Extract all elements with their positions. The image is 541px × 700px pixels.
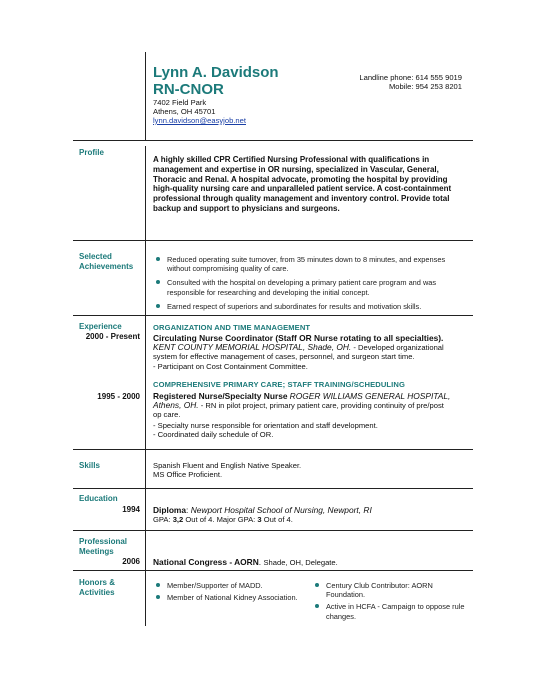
gpa-mid: Out of 4. Major GPA: — [183, 515, 258, 524]
job-dates: 2000 - Present — [85, 332, 140, 341]
achievements-label-line1: Selected — [79, 252, 112, 261]
achievements-label-line2: Achievements — [79, 262, 134, 271]
gpa-prefix: GPA: — [153, 515, 173, 524]
achievement-item: Consulted with the hospital on developing a primary patient care program and was responsible for researching and developing the initial concept. — [153, 278, 468, 296]
major-gpa-value: 3 — [257, 515, 262, 524]
honors-label-line2: Activities — [79, 588, 115, 597]
mobile-phone: Mobile: 954 253 8201 — [388, 82, 462, 91]
education-divider — [73, 530, 473, 531]
skill-item: MS Office Proficient. — [153, 470, 223, 479]
achievement-item: Earned respect of superiors and subordinates for results and motivation skills. — [153, 302, 468, 311]
body-vertical-rule — [145, 146, 146, 626]
meetings-label-line2: Meetings — [79, 547, 114, 556]
job-heading: ORGANIZATION AND TIME MANAGEMENT — [153, 323, 311, 332]
achievements-list — [153, 255, 468, 316]
education-degree: Diploma — [153, 505, 187, 515]
job-heading: COMPREHENSIVE PRIMARY CARE; STAFF TRAINING/SCHEDULING — [153, 380, 405, 389]
meeting-line: National Congress - AORN. Shade, OH, Delegate. — [153, 557, 338, 567]
profile-summary: A highly skilled CPR Certified Nursing Professional with qualifications in management and expertise in OR nursing, specialized in Vascular, General, Thoracic and Renal. A hospital advocate, promoting the hospital by providing high-quality nursing care and unparalleled patient service. A cost-containment professional through quality management and inventory control. Provide total backup and support to physicians and surgeons. — [153, 155, 452, 213]
address-street: 7402 Field Park — [153, 98, 207, 107]
education-year: 1994 — [122, 505, 140, 514]
achievement-item: Reduced operating suite turnover, from 35 minutes down to 8 minutes, and expenses without compromising quality of care. — [153, 255, 468, 273]
gpa-suffix: Out of 4. — [261, 515, 293, 524]
honor-item: Member/Supporter of MADD. — [153, 581, 303, 590]
skill-item: Spanish Fluent and English Native Speaker. — [153, 461, 302, 470]
landline-phone: Landline phone: 614 555 9019 — [359, 73, 462, 82]
honors-list-right — [312, 581, 467, 624]
skills-divider — [73, 488, 473, 489]
honors-list-left — [153, 581, 303, 605]
job-description — [153, 392, 453, 420]
job-title: Circulating Nurse Coordinator (Staff OR Nurse rotating to all specialties). — [153, 333, 444, 343]
address-city: Athens, OH 45701 — [153, 107, 216, 116]
job-line: - Coordinated daily schedule of OR. — [153, 430, 274, 439]
education-school: Newport Hospital School of Nursing, Newport, RI — [190, 505, 372, 515]
job-desc-text: - Developed organizational system for effective management of cases, personnel, and surgeon start time. — [153, 343, 444, 362]
education-label: Education — [79, 494, 118, 503]
experience-divider — [73, 449, 473, 450]
skills-label: Skills — [79, 461, 100, 470]
experience-label: Experience — [79, 322, 122, 331]
candidate-credential: RN-CNOR — [153, 81, 224, 98]
job-desc-text: - RN in pilot project, primary patient care, providing continuity of pre/post op care. — [153, 401, 444, 420]
education-degree-line: Diploma: Newport Hospital School of Nursing, Newport, RI — [153, 505, 372, 515]
achievements-divider — [73, 315, 473, 316]
job-line: - Participant on Cost Containment Committee. — [153, 362, 308, 371]
job-employer: KENT COUNTY MEMORIAL HOSPITAL, Shade, OH. — [153, 342, 352, 352]
honor-item: Active in HCFA - Campaign to oppose rule changes. — [312, 602, 467, 620]
header-divider — [73, 140, 473, 141]
meetings-label-line1: Professional — [79, 537, 128, 546]
profile-label: Profile — [79, 148, 104, 157]
email-link[interactable]: lynn.davidson@easyjob.net — [153, 116, 246, 125]
meeting-event: National Congress - AORN — [153, 557, 259, 567]
candidate-name: Lynn A. Davidson — [153, 64, 279, 81]
meetings-divider — [73, 570, 473, 571]
job-employer: ROGER WILLIAMS GENERAL HOSPITAL, Athens, OH. — [153, 391, 451, 411]
profile-divider — [73, 240, 473, 241]
job-line: - Specialty nurse responsible for orientation and staff development. — [153, 421, 378, 430]
header-vertical-rule — [145, 52, 146, 140]
job-description — [153, 343, 468, 361]
job-dates: 1995 - 2000 — [97, 392, 140, 401]
meeting-place: Shade, OH, Delegate. — [263, 558, 338, 567]
gpa-value: 3,2 — [172, 515, 184, 524]
honor-item: Member of National Kidney Association. — [153, 593, 303, 602]
education-gpa — [153, 515, 293, 524]
meeting-year: 2006 — [122, 557, 140, 566]
honors-label-line1: Honors & — [79, 578, 115, 587]
honor-item: Century Club Contributor: AORN Foundation. — [312, 581, 467, 599]
job-title: Registered Nurse/Specialty Nurse — [153, 391, 288, 401]
